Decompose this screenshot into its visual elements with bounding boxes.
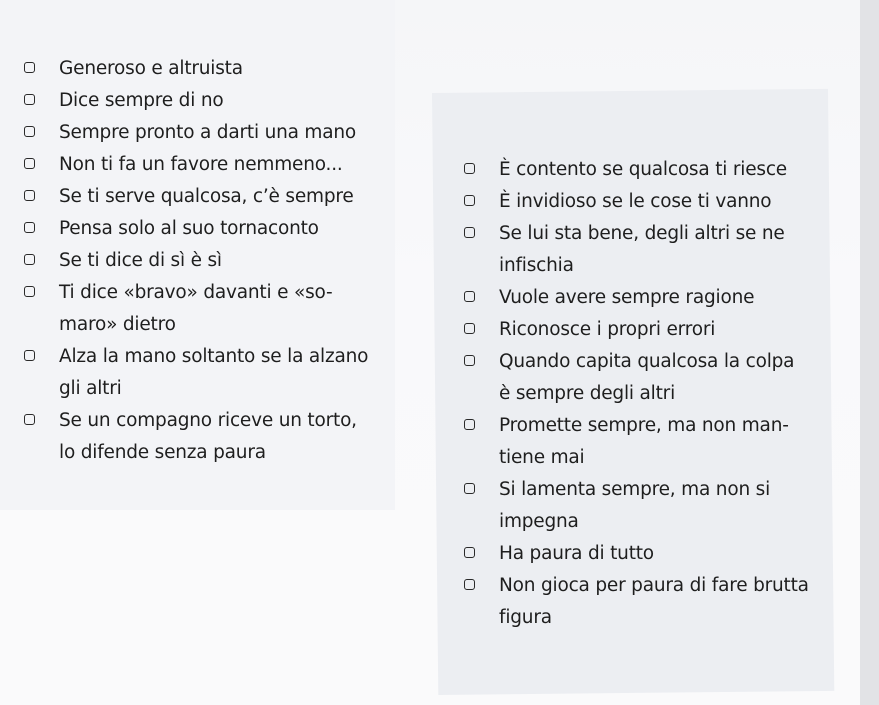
checkbox[interactable] bbox=[24, 190, 35, 201]
item-label: Promette sempre, ma non man- tiene mai bbox=[499, 415, 789, 468]
checkbox[interactable] bbox=[24, 286, 35, 297]
page-edge bbox=[860, 0, 879, 705]
item-label: Generoso e altruista bbox=[59, 58, 243, 79]
item-label: È contento se qualcosa ti riesce bbox=[499, 159, 787, 180]
list-item bbox=[460, 570, 815, 634]
list-item bbox=[20, 117, 370, 149]
list-item bbox=[20, 213, 370, 245]
item-label: Ti dice «bravo» davanti e «so- maro» dietro bbox=[59, 282, 333, 335]
checkbox[interactable] bbox=[464, 227, 475, 238]
item-label: Pensa solo al suo tornaconto bbox=[59, 218, 319, 239]
list-item bbox=[460, 186, 815, 218]
checkbox[interactable] bbox=[464, 163, 475, 174]
checkbox[interactable] bbox=[464, 419, 475, 430]
item-label: Dice sempre di no bbox=[59, 90, 224, 111]
checkbox[interactable] bbox=[24, 222, 35, 233]
list-item bbox=[20, 53, 370, 85]
checkbox[interactable] bbox=[464, 195, 475, 206]
item-label: Se ti dice di sì è sì bbox=[59, 250, 222, 271]
item-label: Non gioca per paura di fare brutta figura bbox=[499, 575, 809, 628]
item-label: Se lui sta bene, degli altri se ne infischia bbox=[499, 223, 785, 276]
list-item bbox=[20, 405, 370, 469]
checkbox[interactable] bbox=[24, 158, 35, 169]
checkbox[interactable] bbox=[464, 355, 475, 366]
item-label: Sempre pronto a darti una mano bbox=[59, 122, 357, 143]
item-label: Se un compagno riceve un torto, lo difende senza paura bbox=[59, 410, 357, 463]
list-item bbox=[20, 181, 370, 213]
item-label: Ha paura di tutto bbox=[499, 543, 654, 564]
list-item bbox=[460, 538, 815, 570]
checkbox[interactable] bbox=[464, 291, 475, 302]
item-label: Alza la mano soltanto se la alzano gli altri bbox=[59, 346, 369, 399]
checkbox[interactable] bbox=[464, 547, 475, 558]
item-label: Vuole avere sempre ragione bbox=[499, 287, 755, 308]
list-item bbox=[460, 154, 815, 186]
item-label: Quando capita qualcosa la colpa è sempre degli altri bbox=[499, 351, 795, 404]
list-item bbox=[460, 282, 815, 314]
right-checklist bbox=[460, 154, 815, 634]
list-item bbox=[460, 410, 815, 474]
item-label: È invidioso se le cose ti vanno bbox=[499, 191, 772, 212]
list-item bbox=[460, 314, 815, 346]
checkbox[interactable] bbox=[24, 350, 35, 361]
checkbox[interactable] bbox=[24, 414, 35, 425]
list-item bbox=[20, 245, 370, 277]
checkbox[interactable] bbox=[464, 483, 475, 494]
checkbox[interactable] bbox=[24, 254, 35, 265]
checkbox[interactable] bbox=[24, 62, 35, 73]
list-item bbox=[460, 218, 815, 282]
checkbox[interactable] bbox=[464, 323, 475, 334]
left-checklist bbox=[20, 53, 370, 469]
list-item bbox=[20, 341, 370, 405]
list-item bbox=[460, 346, 815, 410]
list-item bbox=[20, 149, 370, 181]
checkbox[interactable] bbox=[24, 94, 35, 105]
item-label: Non ti fa un favore nemmeno... bbox=[59, 154, 343, 175]
list-item bbox=[460, 474, 815, 538]
checkbox[interactable] bbox=[24, 126, 35, 137]
item-label: Riconosce i propri errori bbox=[499, 319, 716, 340]
item-label: Si lamenta sempre, ma non si impegna bbox=[499, 479, 771, 532]
list-item bbox=[20, 277, 370, 341]
checkbox[interactable] bbox=[464, 579, 475, 590]
item-label: Se ti serve qualcosa, c’è sempre bbox=[59, 186, 354, 207]
list-item bbox=[20, 85, 370, 117]
